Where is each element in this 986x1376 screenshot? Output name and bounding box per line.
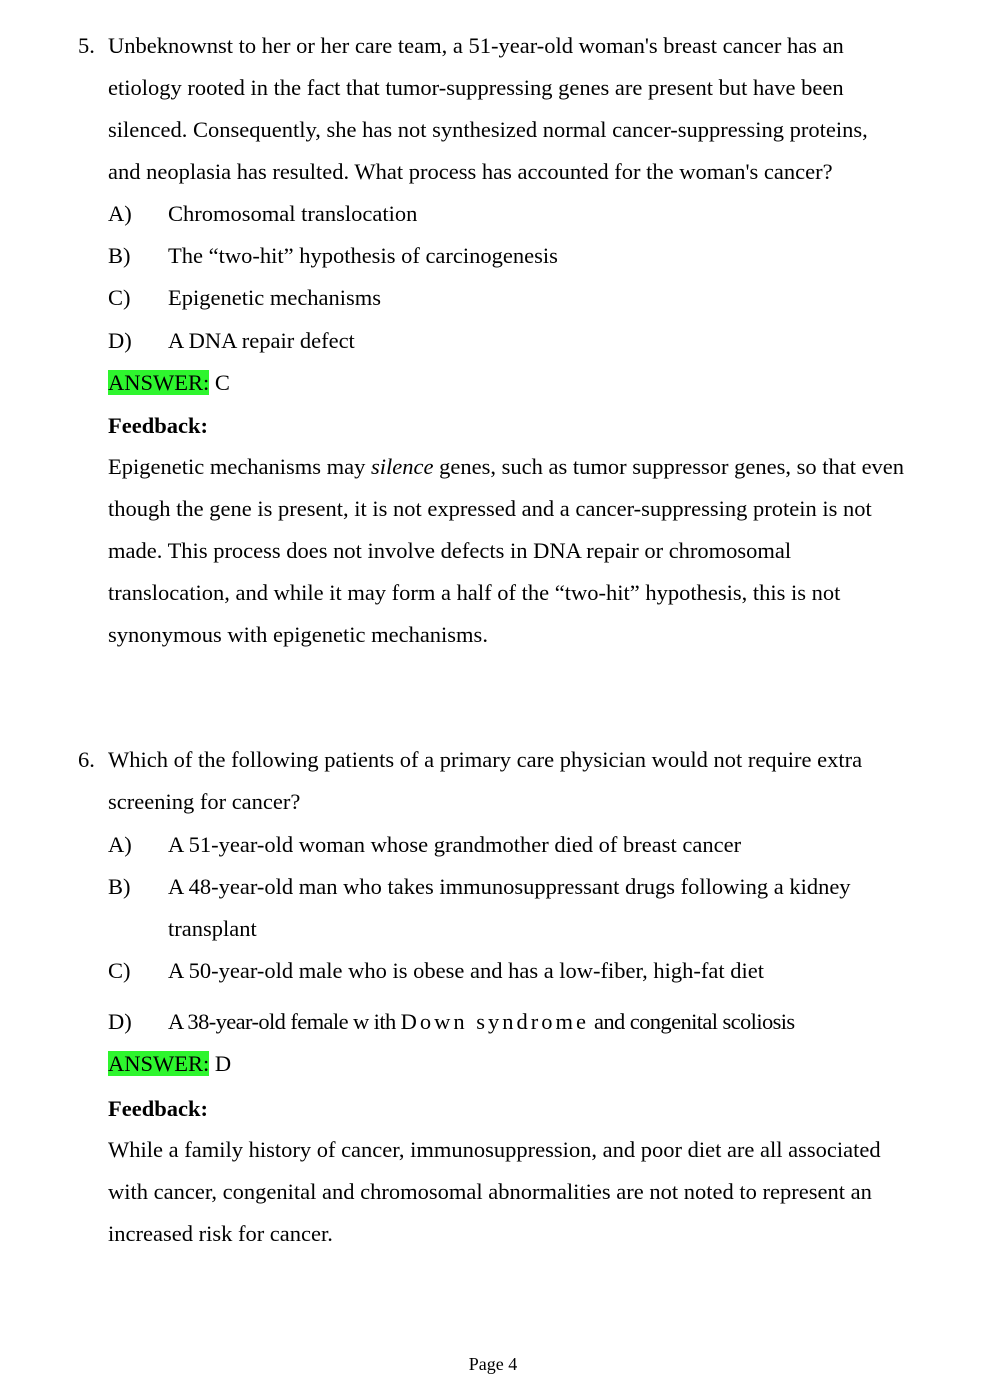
answer-line	[108, 1049, 231, 1079]
feedback-line: with cancer, congenital and chromosomal abnormalities are not noted to represent an	[108, 1179, 872, 1204]
answer-label: ANSWER:	[108, 1051, 210, 1076]
option-text: Chromosomal translocation	[168, 201, 418, 226]
feedback-line: While a family history of cancer, immunosuppression, and poor diet are all associated	[108, 1137, 881, 1162]
option-text-part: and congenital scoliosis	[589, 1009, 795, 1034]
answer-label: ANSWER:	[108, 370, 210, 395]
option-text: A 50-year-old male who is obese and has a low-fiber, high-fat diet	[168, 958, 764, 983]
feedback-heading: Feedback:	[108, 1096, 208, 1121]
question-stem-line: etiology rooted in the fact that tumor-suppressing genes are present but have been	[108, 75, 844, 100]
feedback-line: increased risk for cancer.	[108, 1221, 333, 1246]
question-number: 6.	[78, 747, 95, 772]
option-letter: A)	[108, 832, 132, 857]
feedback-line: synonymous with epigenetic mechanisms.	[108, 622, 488, 647]
option-text: A 51-year-old woman whose grandmother died of breast cancer	[168, 832, 742, 857]
question-number: 5.	[78, 33, 95, 58]
option-text: A 48-year-old man who takes immunosuppressant drugs following a kidney	[168, 874, 851, 899]
question-stem-line: silenced. Consequently, she has not synthesized normal cancer-suppressing proteins,	[108, 117, 868, 142]
feedback-text: genes, such as tumor suppressor genes, so that even	[433, 454, 905, 479]
option-letter: D)	[108, 1009, 132, 1034]
option-text-part: Down syndrome	[400, 1009, 589, 1034]
feedback-line: translocation, and while it may form a half of the “two-hit” hypothesis, this is not	[108, 580, 841, 605]
feedback-heading: Feedback:	[108, 413, 208, 438]
feedback-line: made. This process does not involve defects in DNA repair or chromosomal	[108, 538, 792, 563]
option-text: A DNA repair defect	[168, 328, 355, 353]
answer-line	[108, 368, 230, 398]
option-text	[168, 1007, 795, 1037]
option-letter: B)	[108, 874, 131, 899]
option-letter: B)	[108, 243, 131, 268]
feedback-text: Epigenetic mechanisms may	[108, 454, 372, 479]
option-text: Epigenetic mechanisms	[168, 285, 382, 310]
option-text-part: A 38-year-old female w ith	[168, 1009, 401, 1034]
question-stem-line: Which of the following patients of a primary care physician would not require extra	[108, 747, 863, 772]
question-stem-line: and neoplasia has resulted. What process has accounted for the woman's cancer?	[108, 159, 833, 184]
option-text: transplant	[168, 916, 257, 941]
answer-value: D	[209, 1051, 232, 1076]
option-letter: C)	[108, 958, 131, 983]
option-letter: A)	[108, 201, 132, 226]
answer-value: C	[209, 370, 230, 395]
option-letter: D)	[108, 328, 132, 353]
option-text: The “two-hit” hypothesis of carcinogenesis	[168, 243, 558, 268]
question-stem-line: Unbeknownst to her or her care team, a 51-year-old woman's breast cancer has an	[108, 33, 844, 58]
option-letter: C)	[108, 285, 131, 310]
page-footer: Page 4	[468, 1354, 518, 1374]
feedback-line: though the gene is present, it is not expressed and a cancer-suppressing protein is not	[108, 496, 872, 521]
feedback-emphasis: silence	[371, 454, 434, 479]
feedback-line	[108, 452, 904, 482]
question-stem-line: screening for cancer?	[108, 789, 301, 814]
